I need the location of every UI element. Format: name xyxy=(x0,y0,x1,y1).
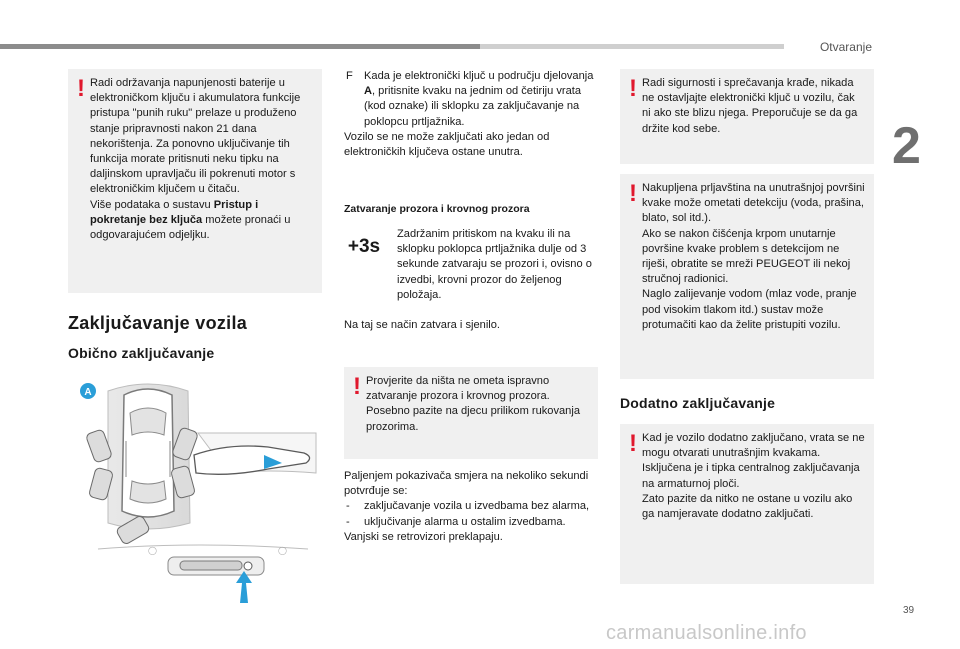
svg-text:+3s: +3s xyxy=(347,236,381,257)
warning-icon: ! xyxy=(629,180,637,207)
step-bullet: F xyxy=(346,70,353,82)
sunblind-note: Na taj se način zatvara i sjenilo. xyxy=(344,319,501,331)
heading-deadlocking: Dodatno zaključavanje xyxy=(620,395,776,411)
figure-label-a: A xyxy=(84,387,92,398)
warning-box-windows: ! Provjerite da ništa ne ometa ispravno zatvaranje prozora i krovnog prozora. Posebno pazite na djecu prilikom rukovanja prozorima. xyxy=(344,367,598,459)
car-keyless-illustration xyxy=(68,373,322,605)
chapter-number: 2 xyxy=(892,117,921,175)
plus-3s-icon xyxy=(344,228,384,262)
warning-icon: ! xyxy=(353,373,361,400)
warning-icon: ! xyxy=(629,75,637,102)
warning-icon: ! xyxy=(629,430,637,457)
list-item: - uključivanje alarma u ostalim izvedbama. xyxy=(346,515,566,528)
svg-text:◯: ◯ xyxy=(148,546,157,555)
header-rule-dark xyxy=(0,44,480,49)
header-rule-light xyxy=(480,44,784,49)
list-item: - zaključavanje vozila u izvedbama bez alarma, xyxy=(346,500,590,513)
warning-text: Radi održavanja napunjenosti baterije u elektroničkom ključu i akumulatora funkcije pristupa "punih ruku" prelaze u produženo stanje pripravnosti nakon 21 dana nekorištenja. Za ponovno uključivanje tih funkcija morate pritisnuti neku tipku na daljinskom upravljaču ili pokrenuti motor s elektroničkim ključem u čitaču. Više podataka o sustavu Pristup i pokretanje bez ključa možete pronaći u odgovarajućem odjeljku. xyxy=(90,77,301,242)
warning-box-theft: ! Radi sigurnosti i sprečavanja krađe, nikada ne ostavljajte elektronički ključ u vozilu, čak ni ako ste blizu njega. Preporučuje se da ga držite kod sebe. xyxy=(620,69,874,164)
watermark: carmanualsonline.info xyxy=(606,622,807,644)
warning-box-dirt: ! Nakupljena prljavština na unutrašnjoj površini kvake može ometati detekciju (voda, prašina, blato, sol itd.). Ako se nakon čišćenja krpom unutarnje površine kvake problem s detekcijom ne riješi, obratite se mreži PEUGEOT ili nekoj stručnoj radionici. Naglo zalijevanje vodom (mlaz vode, pranje pod visokim tlakom itd.) sustav može protumačiti kao da želite pristupiti vozilu. xyxy=(620,174,874,379)
step-press-handle: F Kada je elektronički ključ u području djelovanja A, pritisnite kvaku na jednim od četiriju vrata (kod oznake) ili sklopku za zaključavanje na poklopcu prtljažnika. xyxy=(346,70,594,128)
window-closing-text: Zadržanim pritiskom na kvaku ili na sklopku poklopca prtljažnika dulje od 3 sekunde zatvaraju se prozori i, ovisno o izvedbi, krovni prozor do željenog položaja. xyxy=(397,228,592,301)
warning-box-deadlock: ! Kad je vozilo dodatno zaključano, vrata se ne mogu otvarati unutrašnjim kvakama. Isključena je i tipka centralnog zaključavanja na armaturnoj ploči. Zato pazite da nitko ne ostane u vozilu ako ga namjeravate dodatno zaključati. xyxy=(620,424,874,584)
heading-locking: Zaključavanje vozila xyxy=(68,313,248,333)
warning-box-battery xyxy=(68,69,322,293)
note-key-inside: Vozilo se ne može zaključati ako jedan od elektroničkih ključeva ostane unutra. xyxy=(344,131,550,159)
heading-window-closing: Zatvaranje prozora i krovnog prozora xyxy=(344,203,530,215)
svg-text:◯: ◯ xyxy=(278,546,287,555)
warning-icon: ! xyxy=(77,75,85,102)
page-number: 39 xyxy=(903,605,915,616)
confirmation-text: Paljenjem pokazivača smjera na nekoliko sekundi potvrđuje se: - zaključavanje vozila u izvedbama bez alarma, - uključivanje alarma u ostalim izvedbama. Vanjski se retrovizori preklapaju. xyxy=(344,469,594,545)
subheading-normal-locking: Obično zaključavanje xyxy=(68,345,215,361)
section-title: Otvaranje xyxy=(819,40,872,54)
